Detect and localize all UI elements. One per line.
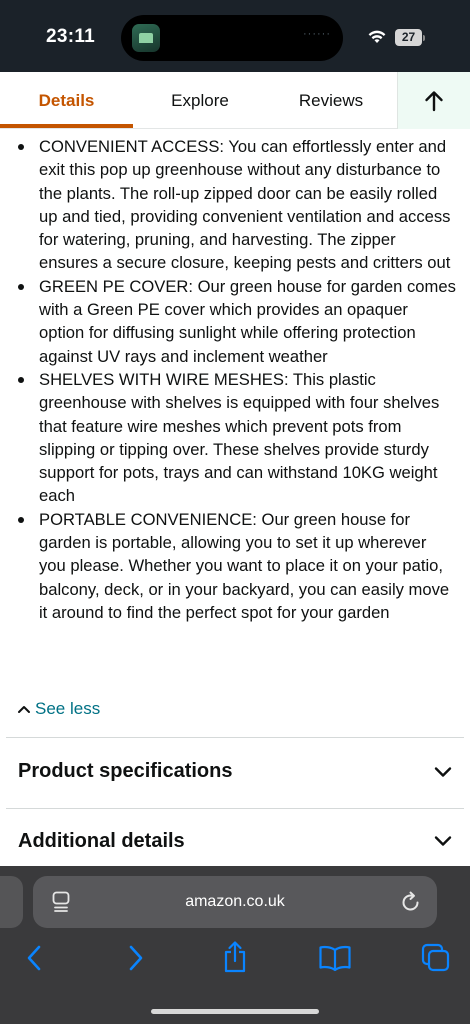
reload-icon[interactable]	[400, 890, 422, 914]
section-title: Product specifications	[18, 760, 233, 782]
accordion-additional-details[interactable]	[0, 809, 470, 866]
dynamic-island	[121, 15, 343, 61]
home-indicator	[151, 1009, 319, 1014]
activity-indicator: ······	[303, 28, 331, 40]
bullet-dot	[18, 517, 24, 523]
bullet-dot	[18, 377, 24, 383]
arrow-up-icon	[424, 90, 444, 112]
bullet-dot	[18, 144, 24, 150]
tab-bar	[0, 72, 470, 129]
status-bar	[0, 0, 470, 72]
tab-reviews[interactable]: Reviews	[298, 91, 364, 110]
app-icon	[132, 24, 160, 52]
forward-icon[interactable]	[126, 944, 146, 972]
chevron-down-icon	[434, 766, 452, 778]
chevron-up-icon	[17, 704, 31, 714]
address-bar[interactable]	[33, 876, 437, 928]
feature-bullet	[0, 368, 470, 508]
feature-bullets	[0, 135, 470, 624]
tab-active-underline	[0, 124, 133, 128]
feature-bullet	[0, 135, 470, 275]
bullet-dot	[18, 284, 24, 290]
bullet-text: CONVENIENT ACCESS: You can effortlessly enter and exit this pop up greenhouse without any disturbance to the plants. The roll-up zipped door can be easily rolled up and tied, providing convenient ventilation and access for watering, pruning, and harvesting. The zipper ensures a secure closure, keeping pests and critters out	[39, 137, 451, 273]
browser-toolbar	[0, 866, 470, 1024]
url-text: amazon.co.uk	[185, 893, 285, 910]
wifi-icon	[368, 30, 386, 44]
bullet-text: GREEN PE COVER: Our green house for garden comes with a Green PE cover which provides an opaquer option for diffusing sunlight while offering protection against UV rays and inclement weather	[39, 276, 456, 366]
previous-tab-preview[interactable]	[0, 876, 23, 928]
battery-cap	[423, 35, 425, 41]
back-icon[interactable]	[24, 944, 44, 972]
chevron-down-icon	[434, 835, 452, 847]
bullet-text: PORTABLE CONVENIENCE: Our green house for garden is portable, allowing you to set it up wherever you please. Whether you want to place it on your patio, balcony, deck, or in your backyard, you can easily move it around to find the perfect spot for your garden	[39, 509, 450, 622]
status-time: 23:11	[46, 26, 96, 47]
back-to-top-button[interactable]	[397, 72, 470, 129]
feature-bullet	[0, 508, 470, 624]
accordion-product-specifications[interactable]	[0, 738, 470, 808]
tabs-icon[interactable]	[421, 943, 451, 973]
battery-icon: 27	[395, 29, 422, 46]
section-title: Additional details	[18, 830, 185, 852]
tab-details[interactable]: Details	[38, 91, 95, 110]
feature-bullet	[0, 275, 470, 368]
share-icon[interactable]	[222, 940, 248, 974]
tab-explore[interactable]: Explore	[171, 91, 229, 110]
bookmarks-icon[interactable]	[318, 944, 352, 972]
see-less-label: See less	[35, 699, 101, 718]
bullet-text: SHELVES WITH WIRE MESHES: This plastic greenhouse with shelves is equipped with four shelves that feature wire meshes which prevent pots from slipping or tipping over. These shelves provide sturdy support for pots, trays and can withstand 10KG weight each	[39, 369, 440, 506]
see-less-link[interactable]	[17, 699, 100, 719]
